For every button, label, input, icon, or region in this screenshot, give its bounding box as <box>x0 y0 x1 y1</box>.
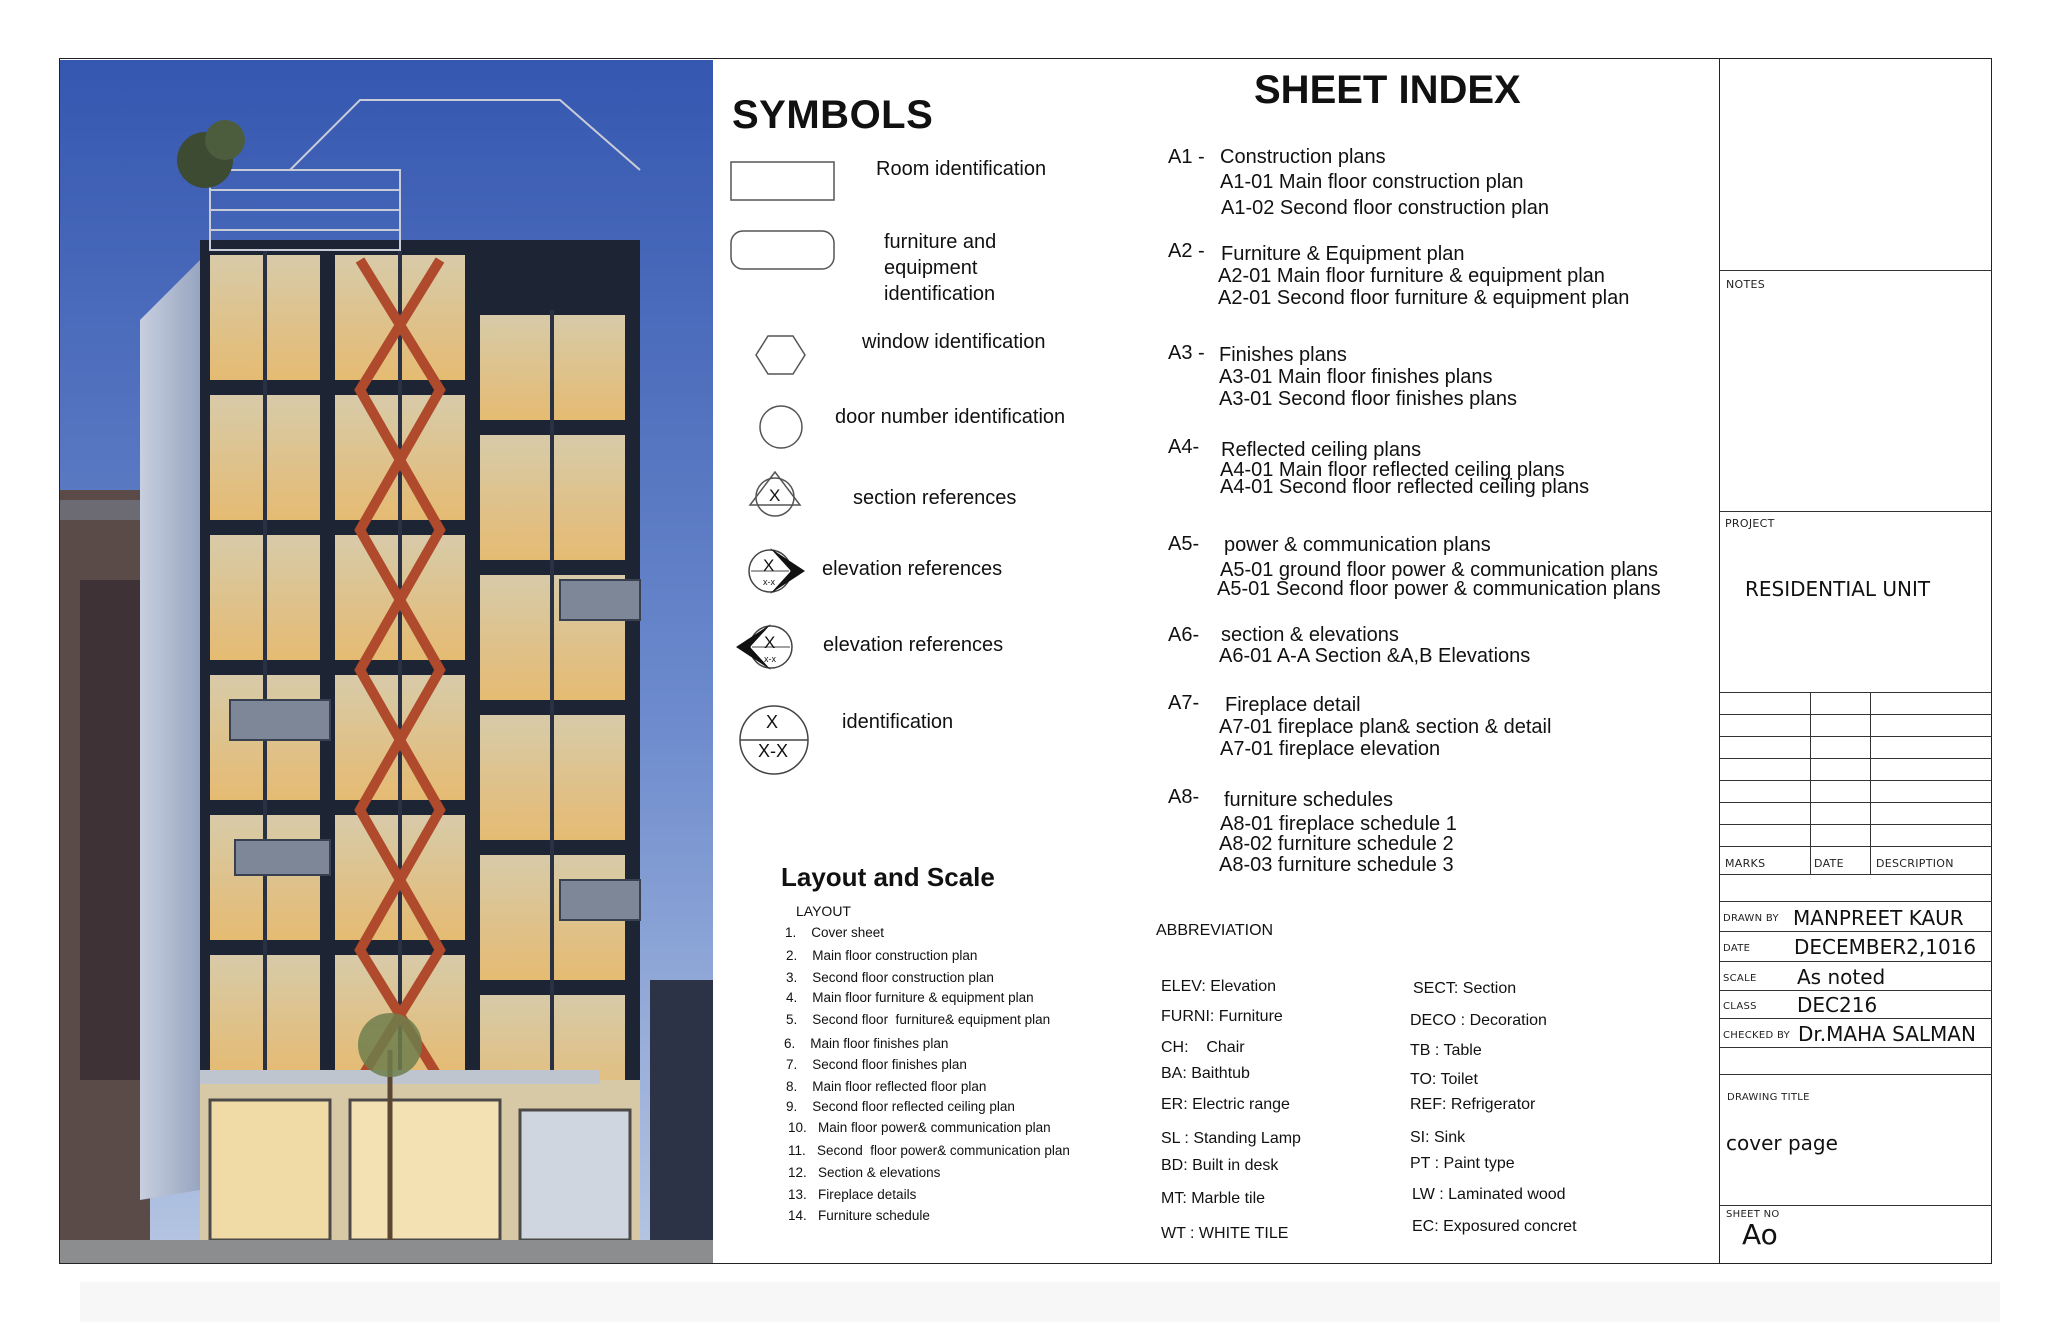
abbreviation-item: CH: Chair <box>1161 1039 1245 1056</box>
notes-label: NOTES <box>1726 278 1766 291</box>
abbreviation-item: PT : Paint type <box>1410 1155 1515 1172</box>
section-reference-glyph: X <box>769 486 781 505</box>
sheet-index-name-a6: section & elevations <box>1221 624 1399 646</box>
sheet-no-value: Ao <box>1742 1218 1778 1251</box>
sheet-index-item: A8-03 furniture schedule 3 <box>1219 854 1454 876</box>
drawn-by-value: MANPREET KAUR <box>1793 906 1964 930</box>
sheet-index-title: SHEET INDEX <box>1254 68 1521 112</box>
checked-by-label: CHECKED BY <box>1723 1030 1790 1041</box>
abbreviation-item: SECT: Section <box>1413 980 1517 997</box>
abbreviation-item: TB : Table <box>1410 1042 1482 1059</box>
room-identification-label: Room identification <box>876 158 1047 180</box>
revision-description-header: DESCRIPTION <box>1876 857 1954 870</box>
abbreviation-item: TO: Toilet <box>1410 1071 1478 1088</box>
bottom-strip <box>80 1282 2000 1322</box>
sheet-index-code-a3: A3 - <box>1168 342 1205 364</box>
layout-subtitle: LAYOUT <box>796 903 851 919</box>
date-label: DATE <box>1723 943 1751 954</box>
sheet-index-item: A8-01 fireplace schedule 1 <box>1220 813 1457 835</box>
sheet-index-name-a4: Reflected ceiling plans <box>1221 439 1422 461</box>
abbreviation-item: REF: Refrigerator <box>1410 1096 1536 1113</box>
class-value: DEC216 <box>1797 993 1878 1017</box>
sheet-index-item: A7-01 fireplace elevation <box>1220 738 1441 760</box>
sheet-index-code-a1: A1 - <box>1168 146 1205 168</box>
sheet-index-item: A8-02 furniture schedule 2 <box>1219 833 1454 855</box>
abbreviation-item: SL : Standing Lamp <box>1161 1130 1301 1147</box>
project-label: PROJECT <box>1725 517 1775 530</box>
abbreviation-item: SI: Sink <box>1410 1129 1466 1146</box>
layout-item: 3. Second floor construction plan <box>786 970 994 985</box>
layout-item: 2. Main floor construction plan <box>786 948 978 963</box>
scale-value: As noted <box>1797 965 1886 989</box>
layout-item: 13. Fireplace details <box>788 1187 917 1202</box>
layout-item: 5. Second floor furniture& equipment plan <box>786 1012 1051 1027</box>
drawing-sheet-border <box>59 58 1992 1264</box>
sheet-index-name-a3: Finishes plans <box>1219 344 1347 366</box>
identification-top-glyph: X <box>766 712 779 732</box>
sheet-index-item: A3-01 Main floor finishes plans <box>1219 366 1493 388</box>
window-identification-label: window identification <box>862 331 1046 353</box>
sheet-no-label: SHEET NO <box>1726 1209 1780 1220</box>
abbreviation-title: ABBREVIATION <box>1156 922 1274 939</box>
layout-item: 1. Cover sheet <box>785 925 885 940</box>
sheet-index-item: A7-01 fireplace plan& section & detail <box>1219 716 1552 738</box>
identification-bottom-glyph: X-X <box>758 741 789 761</box>
elevation-references-label-1: elevation references <box>822 558 1003 580</box>
sheet-index-item: A1-01 Main floor construction plan <box>1220 171 1524 193</box>
sheet-index-item: A3-01 Second floor finishes plans <box>1219 388 1517 410</box>
revision-marks-header: MARKS <box>1725 857 1766 870</box>
sheet-index-name-a7: Fireplace detail <box>1225 694 1361 716</box>
date-value: DECEMBER2,1016 <box>1794 935 1977 959</box>
layout-item: 7. Second floor finishes plan <box>786 1057 967 1072</box>
elevation-right-glyph: X <box>763 556 775 575</box>
sheet-index-item: A2-01 Main floor furniture & equipment plan <box>1218 265 1605 287</box>
sheet-index-item: A6-01 A-A Section &A,B Elevations <box>1219 645 1531 667</box>
sheet-index-name-a8: furniture schedules <box>1224 789 1393 811</box>
furniture-identification-label: furniture and equipment identification <box>884 231 997 305</box>
project-value: RESIDENTIAL UNIT <box>1745 577 1931 601</box>
sheet-index-item: A5-01 Second floor power & communication plans <box>1217 578 1661 600</box>
sheet-index-code-a7: A7- <box>1168 692 1200 714</box>
furniture-identification-symbol <box>731 231 834 269</box>
drawing-title-label: DRAWING TITLE <box>1727 1092 1810 1103</box>
abbreviation-item: ELEV: Elevation <box>1161 978 1277 995</box>
sheet-index-item: A1-02 Second floor construction plan <box>1221 197 1549 219</box>
sheet-index-item: A4-01 Main floor reflected ceiling plans <box>1220 459 1565 481</box>
abbreviation-item: WT : WHITE TILE <box>1161 1225 1289 1242</box>
abbreviation-item: BA: Baithtub <box>1161 1065 1250 1082</box>
class-label: CLASS <box>1723 1001 1757 1012</box>
abbreviation-item: EC: Exposured concret <box>1412 1218 1577 1235</box>
abbreviation-item: FURNI: Furniture <box>1161 1008 1283 1025</box>
layout-item: 8. Main floor reflected floor plan <box>786 1079 987 1094</box>
layout-item: 10. Main floor power& communication plan <box>788 1120 1051 1135</box>
abbreviation-item: LW : Laminated wood <box>1412 1186 1566 1203</box>
sheet-index-item: A5-01 ground floor power & communication plans <box>1220 559 1659 581</box>
layout-item: 6. Main floor finishes plan <box>784 1036 949 1051</box>
sheet-index-code-a6: A6- <box>1168 624 1200 646</box>
checked-by-value: Dr.MAHA SALMAN <box>1798 1022 1976 1046</box>
elevation-references-label-2: elevation references <box>823 634 1004 656</box>
symbols-title: SYMBOLS <box>732 93 934 137</box>
layout-item: 11. Second floor power& communication plan <box>788 1143 1070 1158</box>
layout-item: 12. Section & elevations <box>788 1165 941 1180</box>
elevation-right-sub: x-x <box>763 577 775 587</box>
layout-item: 9. Second floor reflected ceiling plan <box>786 1099 1015 1114</box>
door-number-symbol <box>760 406 802 448</box>
scale-label: SCALE <box>1723 973 1757 984</box>
revision-date-header: DATE <box>1814 857 1844 870</box>
drawn-by-label: DRAWN BY <box>1723 913 1779 924</box>
layout-item: 14. Furniture schedule <box>788 1208 930 1223</box>
sheet-index-code-a5: A5- <box>1168 533 1200 555</box>
sheet-index-name-a1: Construction plans <box>1220 146 1386 168</box>
sheet-index-name-a5: power & communication plans <box>1224 534 1491 556</box>
elevation-left-glyph: X <box>764 633 776 652</box>
section-references-label: section references <box>853 487 1017 509</box>
abbreviation-item: DECO : Decoration <box>1410 1012 1547 1029</box>
drawing-title-value: cover page <box>1726 1131 1838 1155</box>
window-identification-symbol <box>756 336 805 374</box>
sheet-index-code-a4: A4- <box>1168 436 1200 458</box>
sheet-index-code-a8: A8- <box>1168 786 1200 808</box>
layout-item: 4. Main floor furniture & equipment plan <box>786 990 1034 1005</box>
sheet-index-name-a2: Furniture & Equipment plan <box>1221 243 1465 265</box>
sheet-index-code-a2: A2 - <box>1168 240 1205 262</box>
door-number-identification-label: door number identification <box>835 406 1066 428</box>
elevation-left-sub: x-x <box>764 654 776 664</box>
layout-scale-title: Layout and Scale <box>781 862 995 892</box>
abbreviation-item: ER: Electric range <box>1161 1096 1290 1113</box>
title-block <box>1719 58 1992 1264</box>
abbreviation-item: MT: Marble tile <box>1161 1190 1266 1207</box>
elevation-reference-right-symbol <box>749 548 805 594</box>
sheet-index-item: A2-01 Second floor furniture & equipment plan <box>1218 287 1630 309</box>
abbreviation-item: BD: Built in desk <box>1161 1157 1279 1174</box>
room-identification-symbol <box>731 162 834 200</box>
sheet-index-item: A4-01 Second floor reflected ceiling plans <box>1220 476 1590 498</box>
identification-label: identification <box>842 711 954 733</box>
